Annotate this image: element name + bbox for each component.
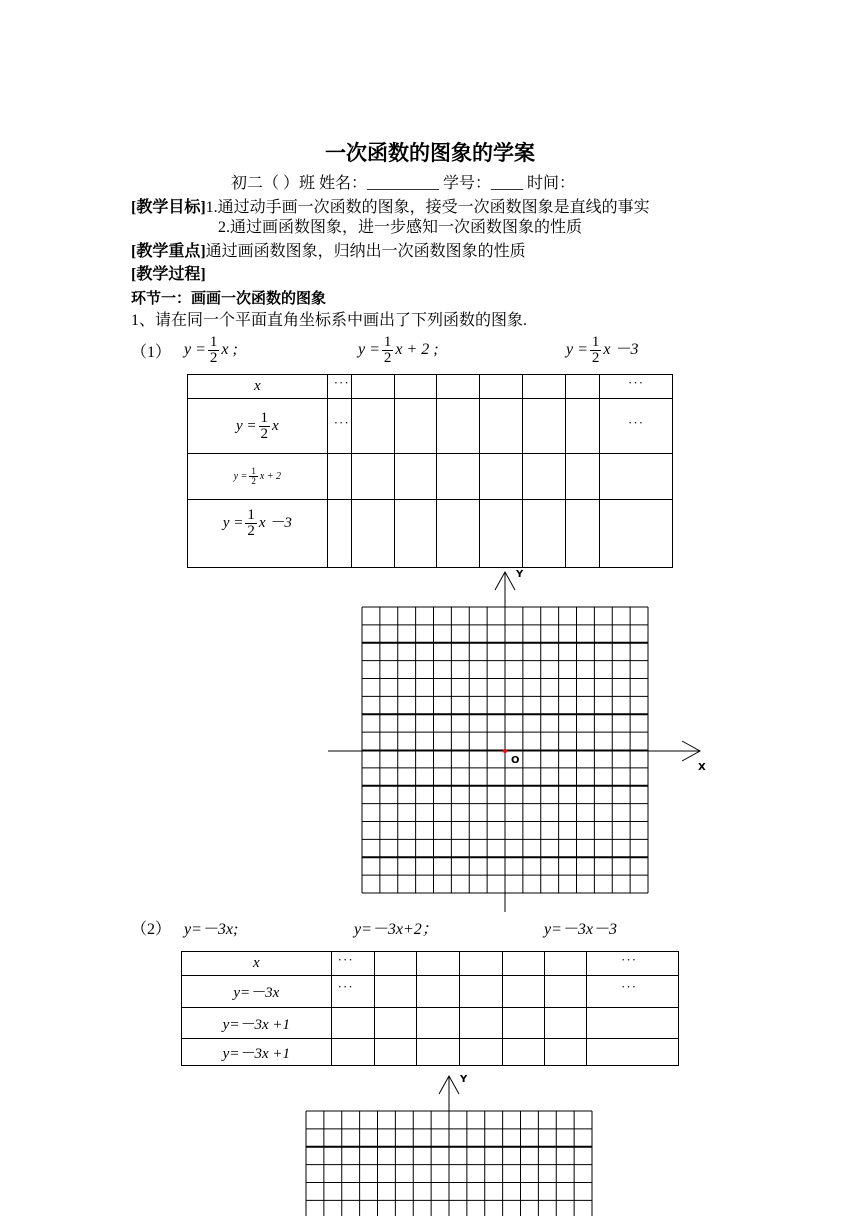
row-label: y=－3x [182, 976, 332, 1008]
frac-num: 1 [209, 334, 218, 350]
f2-lhs: y = [358, 341, 380, 359]
objective-2: 2.通过画函数图象，进一步感知一次函数图象的性质 [218, 219, 583, 236]
ellipsis-cell: ··· [600, 399, 673, 454]
part2-func-1: y=－3x; [184, 921, 239, 938]
row-lhs: y = [222, 514, 244, 531]
row-label: y=－3x +1 [182, 1008, 332, 1039]
frac-den: 2 [251, 476, 256, 486]
ellipsis-cell: ··· [331, 976, 374, 1008]
ellipsis-cell: ··· [587, 952, 679, 976]
part1-number: （1） [131, 344, 172, 361]
row-lhs: y = [236, 417, 257, 434]
f1-lhs: y = [184, 341, 206, 359]
table-header-x: x [188, 375, 328, 399]
part2-number: （2） [131, 921, 172, 938]
ellipsis-cell: ··· [600, 375, 673, 399]
frac-den: 2 [591, 350, 600, 366]
y-axis-label: Y [460, 1074, 468, 1085]
process-label: [教学过程] [131, 266, 206, 283]
row-rhs: x －3 [258, 514, 292, 531]
objective-1: 1.通过动手画一次函数的图象，接受一次函数图象是直线的事实 [205, 199, 650, 216]
frac-num: 1 [251, 466, 256, 476]
row-label: y=－3x +1 [182, 1039, 332, 1066]
origin-label: O [511, 755, 520, 766]
frac-den: 2 [260, 425, 269, 442]
frac-num: 1 [260, 409, 269, 426]
page-title: 一次函数的图象的学案 [325, 141, 535, 165]
row-rhs: x + 2 [259, 470, 282, 482]
row-rhs: x [272, 417, 279, 434]
objective-label: [教学目标] [131, 199, 206, 216]
part2-func-3: y=－3x－3 [544, 921, 618, 938]
part2-func-2: y=－3x+2； [354, 921, 438, 938]
frac-num: 1 [591, 334, 600, 350]
instruction: 1、请在同一个平面直角坐标系中画出了下列函数的图象. [131, 312, 528, 329]
y-axis-label: Y [516, 569, 524, 580]
key-text: 通过画函数图象，归纳出一次函数图象的性质 [205, 243, 526, 260]
frac-num: 1 [383, 334, 392, 350]
frac-den: 2 [383, 350, 392, 366]
f1-rhs: x ; [221, 341, 238, 359]
section-title: 环节一：画画一次函数的图象 [131, 289, 327, 307]
frac-den: 2 [209, 350, 218, 366]
ellipsis-cell: ··· [331, 952, 374, 976]
frac-num: 1 [247, 507, 255, 523]
f3-rhs: x －3 [603, 341, 639, 359]
frac-den: 2 [247, 523, 255, 539]
table-header-x: x [182, 952, 332, 976]
row-lhs: y = [233, 470, 248, 482]
x-axis-label: X [698, 762, 706, 773]
f3-lhs: y = [566, 341, 588, 359]
key-label: [教学重点] [131, 243, 206, 260]
f2-rhs: x + 2 ; [395, 341, 439, 359]
ellipsis-cell: ··· [587, 976, 679, 1008]
student-info-line: 初二（ ）班 姓名：_________ 学号：____ 时间： [231, 175, 576, 192]
ellipsis-cell: ··· [327, 375, 351, 399]
ellipsis-cell: ··· [327, 399, 351, 454]
